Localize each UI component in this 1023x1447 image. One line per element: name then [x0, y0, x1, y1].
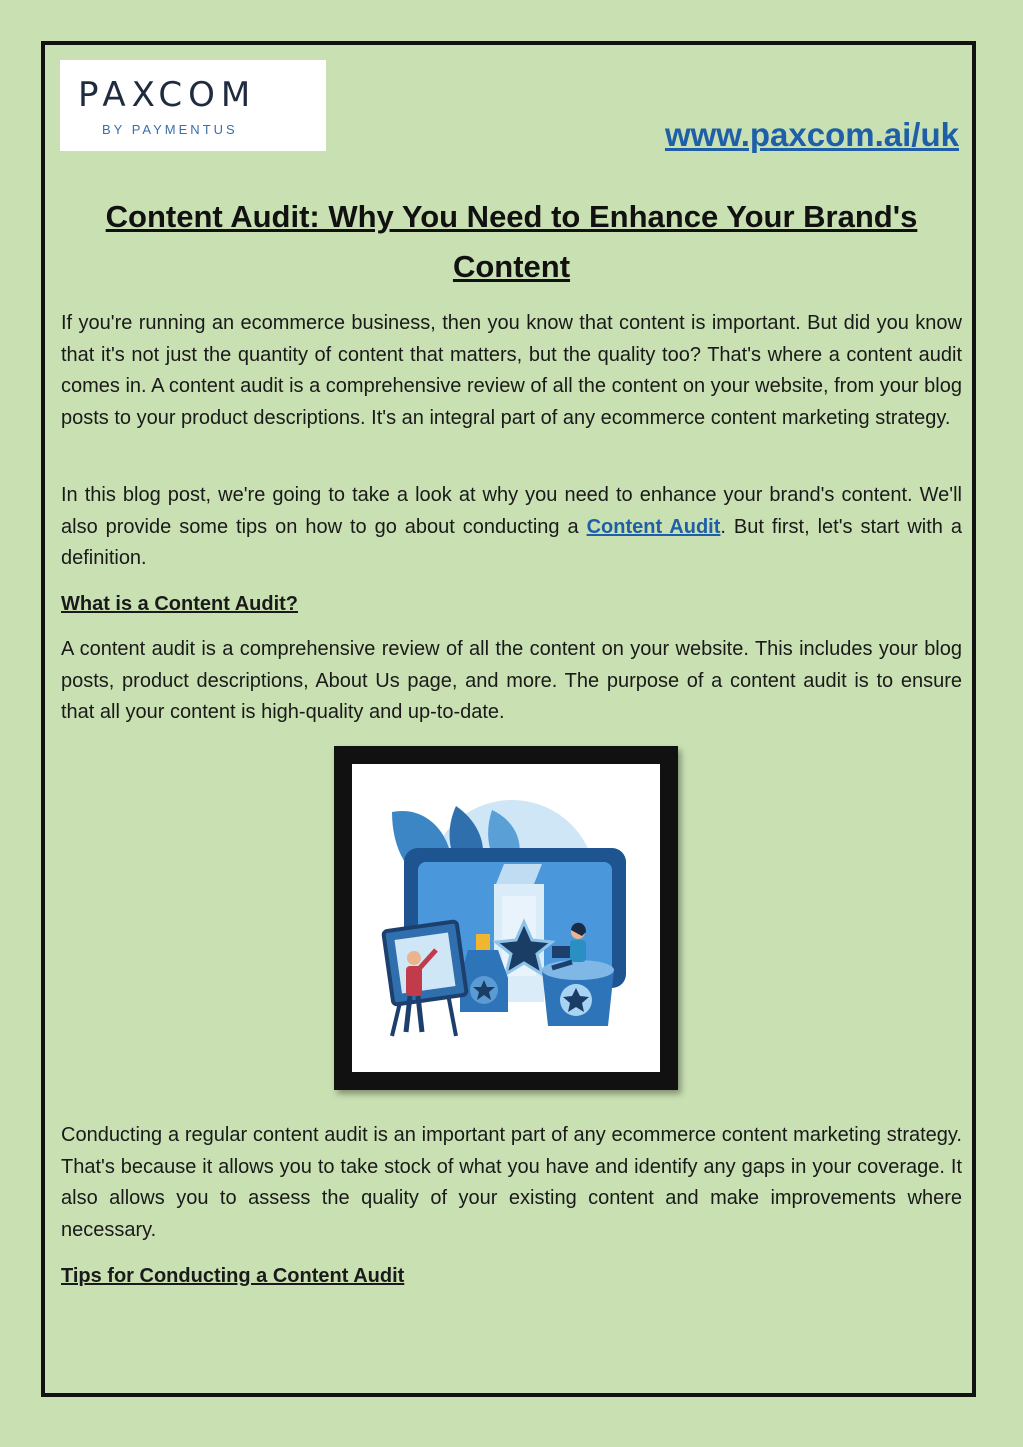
- page-title: [62, 192, 961, 292]
- laptop-icon: [552, 946, 570, 958]
- blog-overview-paragraph: [61, 480, 962, 575]
- bottle-cap: [476, 934, 490, 950]
- heading-what-is-content-audit: What is a Content Audit?: [61, 593, 299, 615]
- page-title-text: Content Audit: Why You Need to Enhance Your Brand's Content: [105, 199, 918, 284]
- content-audit-link[interactable]: Content Audit: [586, 515, 721, 538]
- paxcom-logo[interactable]: [60, 60, 326, 151]
- logo-wordmark: PAXCOM: [78, 75, 257, 115]
- regular-audit-paragraph: Conducting a regular content audit is an important part of any ecommerce content marketing strategy. That's because it allows you to take stock of what you have and identify any gaps in your coverage. It also allows you to assess the quality of your existing content and make improvements where necessary.: [61, 1124, 962, 1241]
- woman-body: [570, 940, 586, 962]
- logo-subtitle: BY PAYMENTUS: [102, 122, 238, 137]
- intro-paragraph: If you're running an ecommerce business, then you know that content is important. But did you know that it's not just the quantity of content that matters, but the quality too? That's where a content audit comes in. A content audit is a comprehensive review of all the content on your website, from your blog posts to your product descriptions. It's an integral part of any ecommerce content marketing strategy.: [61, 312, 962, 429]
- site-url-link[interactable]: www.paxcom.ai/uk: [664, 116, 959, 153]
- painter-head: [407, 951, 421, 965]
- p2-text-after: . But first, let's start with a definition.: [61, 515, 962, 570]
- definition-paragraph: A content audit is a comprehensive review of all the content on your website. This includes your blog posts, product descriptions, About Us page, and more. The purpose of a content audit is to ensure that all your content is high-quality and up-to-date.: [61, 638, 962, 724]
- heading-tips: Tips for Conducting a Content Audit: [61, 1265, 405, 1287]
- carton-top: [496, 864, 542, 884]
- content-audit-illustration: [352, 764, 660, 1072]
- illustration-canvas: [352, 764, 660, 1072]
- illustration-frame: [334, 746, 678, 1090]
- p2-text-before: In this blog post, we're going to take a look at why you need to enhance your brand's content. We'll also provide some tips on how to go about conducting a: [61, 484, 962, 538]
- easel-leg-right: [448, 994, 456, 1036]
